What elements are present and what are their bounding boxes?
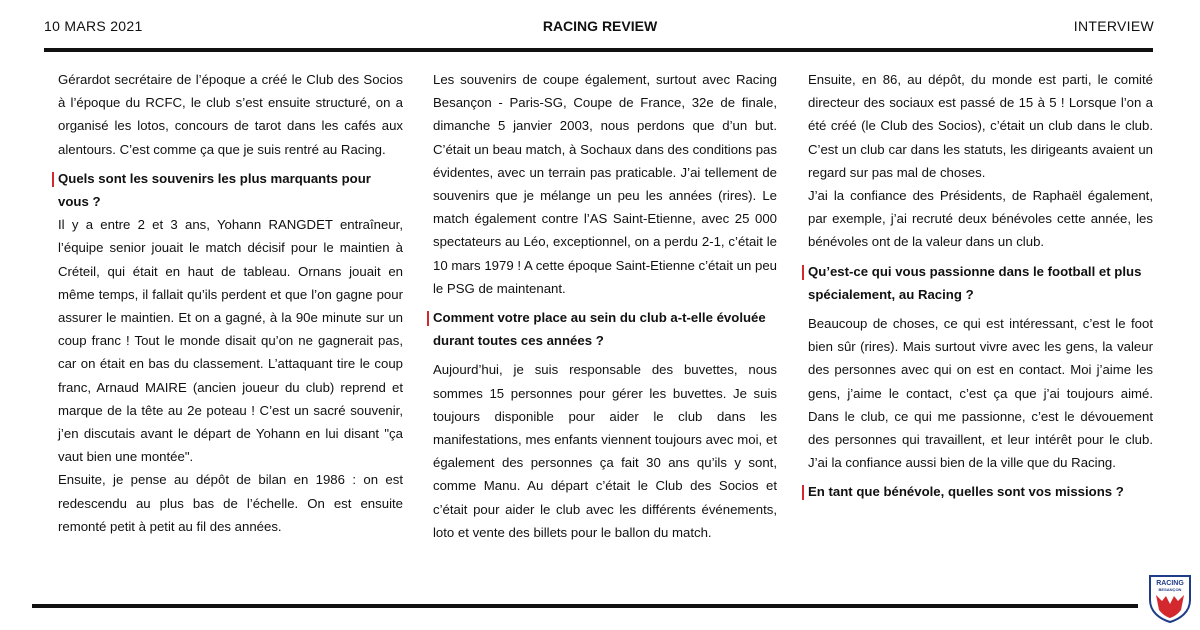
paragraph: Les souvenirs de coupe également, surtout avec Racing Besançon - Paris-SG, Coupe de France, 32e de finale, dimanche 5 janvier 2003, nous perdons que d’un but. C’était un beau match, à Sochaux dans des conditions pas évidentes, avec un terrain pas praticable. J’ai tellement de souvenirs que je mélange un peu les années (rires). Le match également contre l’AS Saint-Etienne, avec 25 000 spectateurs au Léo, exceptionnel, on a perdu 2-1, c’était le 10 mars 1979 ! A cette époque Saint-Etienne c’était un peu le PSG de maintenant. [433, 72, 777, 296]
paragraph: Il y a entre 2 et 3 ans, Yohann RANGDET entraîneur, l’équipe senior jouait le match décisif pour le maintien à Créteil, qui était en haut de tableau. Ornans jouait en même temps, il fallait qu’ils perdent et que l’on gagne pour assurer le maintien. Et on a gagné, à la 90e minute sur un coup franc ! Tout le monde disait qu’on ne gagnerait pas, car on était en bas du classement. L’attaquant tire le coup franc, Arnaud MAIRE (ancien joueur du club) reprend et marque de la tête au 2e poteau ! C’est un sacré souvenir, j’en discutais avant le départ de Yohann en lui disant "ça vaut bien une montée". [58, 217, 403, 465]
interview-question: Comment votre place au sein du club a-t-elle évoluée durant toutes ces années ? [433, 306, 777, 352]
paragraph: Gérardot secrétaire de l’époque a créé le Club des Socios à l’époque du RCFC, le club s’est ensuite structuré, on a organisé les lotos, concours de tarot dans les cafés aux alentours. C’est comme ça que je suis rentré au Racing. [58, 72, 403, 157]
paragraph: Beaucoup de choses, ce qui est intéressant, c’est le foot bien sûr (rires). Mais surtout vivre avec les gens, la valeur des personnes avec qui on est en contact. Moi j’aime les gens, j’aime le contact, c’est ça que j’ai toujours aimé. Dans le club, ce qui me passionne, c’est le dévouement des personnes qui travaillent, et leur intérêt pour le club. J’ai la confiance aussi bien de la ville que du Racing. [808, 316, 1153, 471]
header-rule [44, 48, 1153, 52]
interview-question: Qu’est-ce qui vous passionne dans le football et plus spécialement, au Racing ? [808, 260, 1153, 306]
interview-question: Quels sont les souvenirs les plus marquants pour vous ? [58, 167, 403, 213]
footer-rule [32, 604, 1138, 608]
paragraph: Ensuite, en 86, au dépôt, du monde est parti, le comité directeur des sociaux est passé de 15 à 5 ! Lorsque l’on a été créé (le Club des Socios), c’était un club dans le club. C’est un club car dans les statuts, les dirigeants avaient un regard sur pas mal de choses. [808, 72, 1153, 180]
interview-question: En tant que bénévole, quelles sont vos missions ? [808, 480, 1153, 503]
article-column-2 [433, 68, 777, 544]
article-column-1 [58, 68, 403, 538]
issue-date: 10 MARS 2021 [44, 18, 143, 34]
logo-text-line1: RACING [1156, 580, 1184, 587]
racing-besancon-logo [1146, 574, 1194, 624]
paragraph: Ensuite, je pense au dépôt de bilan en 1986 : on est redescendu au plus bas de l’échelle. On est ensuite remonté petit à petit au fil des années. [58, 472, 403, 534]
paragraph: J’ai la confiance des Présidents, de Raphaël également, par exemple, j’ai recruté deux bénévoles cette année, les bénévoles ont de la valeur dans un club. [808, 188, 1153, 250]
section-label: INTERVIEW [1073, 18, 1154, 34]
paragraph: Aujourd’hui, je suis responsable des buvettes, nous sommes 15 personnes pour gérer les buvettes. Je suis toujours disponible pour aider le club dans les manifestations, mes enfants viennent toujours avec moi, et également des personnes ça fait 30 ans qu’ils y sont, comme Manu. Au départ c’était le Club des Socios et c’était pour aider le club avec les différents événements, loto et vente des billets pour le ballon du match. [433, 362, 777, 540]
publication-title: RACING REVIEW [542, 18, 658, 34]
article-column-3 [808, 68, 1153, 504]
page-header [0, 0, 1200, 50]
logo-text-line2: BESANÇON [1158, 587, 1182, 592]
